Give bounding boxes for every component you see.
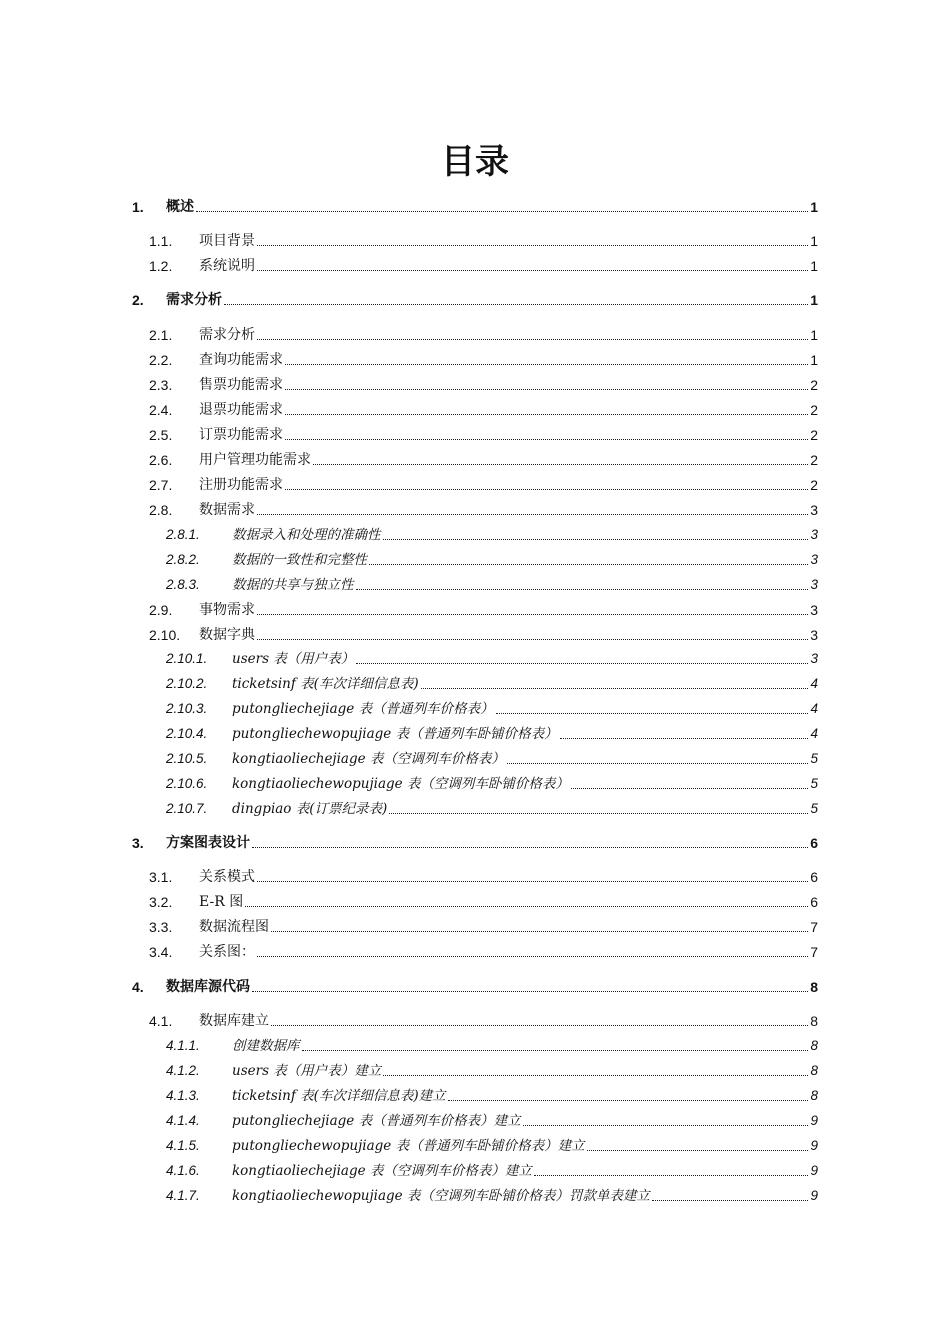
toc-entry[interactable] xyxy=(0,449,950,471)
toc-entry-title: 需求分析 xyxy=(166,292,222,308)
toc-entry[interactable] xyxy=(0,624,950,646)
toc-entry-title: ticketsinf 表(车次详细信息表)建立 xyxy=(232,1088,446,1104)
toc-entry-number: 4.1.4. xyxy=(166,1113,200,1128)
toc-dot-leader xyxy=(257,614,808,615)
toc-entry[interactable] xyxy=(0,324,950,346)
toc-entry[interactable] xyxy=(0,798,950,820)
toc-entry[interactable] xyxy=(0,1085,950,1107)
toc-entry[interactable] xyxy=(0,698,950,720)
toc-entry-title: 订票功能需求 xyxy=(199,427,283,443)
toc-dot-leader xyxy=(257,245,808,246)
toc-entry-number: 1.2. xyxy=(149,258,173,274)
toc-dot-leader xyxy=(271,931,808,932)
toc-dot-leader xyxy=(421,688,808,689)
toc-entry-number: 4.1.7. xyxy=(166,1188,200,1203)
toc-entry-page: 3 xyxy=(810,552,818,567)
toc-dot-leader xyxy=(285,364,808,365)
toc-dot-leader xyxy=(496,713,808,714)
toc-entry[interactable] xyxy=(0,748,950,770)
toc-entry-title: 概述 xyxy=(166,199,194,215)
toc-entry-page: 8 xyxy=(810,1038,818,1053)
toc-entry-page: 2 xyxy=(810,477,818,493)
toc-entry-page: 2 xyxy=(810,377,818,393)
toc-dot-leader xyxy=(448,1100,808,1101)
toc-entry-number: 4.1.5. xyxy=(166,1138,200,1153)
toc-dot-leader xyxy=(313,464,808,465)
toc-entry-number: 4. xyxy=(132,979,144,995)
toc-entry-number: 4.1.6. xyxy=(166,1163,200,1178)
toc-entry-number: 2.8.1. xyxy=(166,527,200,542)
toc-entry-number: 3.1. xyxy=(149,869,173,885)
toc-entry[interactable] xyxy=(0,941,950,963)
toc-entry-number: 2.10.2. xyxy=(166,676,208,691)
toc-entry-title: 数据的共享与独立性 xyxy=(232,577,354,593)
toc-entry-title: ticketsinf 表(车次详细信息表) xyxy=(232,676,419,692)
toc-entry-page: 1 xyxy=(810,327,818,343)
toc-entry-page: 5 xyxy=(810,751,818,766)
toc-dot-leader xyxy=(302,1050,808,1051)
toc-entry-title: 需求分析 xyxy=(199,327,255,343)
toc-entry-number: 4.1.1. xyxy=(166,1038,200,1053)
toc-entry-page: 8 xyxy=(810,979,818,995)
toc-entry[interactable] xyxy=(0,673,950,695)
toc-dot-leader xyxy=(652,1200,808,1201)
toc-entry-page: 9 xyxy=(810,1188,818,1203)
toc-entry-page: 1 xyxy=(810,292,818,308)
toc-entry-page: 9 xyxy=(810,1163,818,1178)
toc-entry[interactable] xyxy=(0,549,950,571)
toc-entry[interactable] xyxy=(0,574,950,596)
toc-dot-leader xyxy=(196,211,808,212)
toc-dot-leader xyxy=(571,788,808,789)
toc-entry[interactable] xyxy=(0,399,950,421)
toc-dot-leader xyxy=(245,906,808,907)
toc-dot-leader xyxy=(356,663,808,664)
toc-entry-page: 2 xyxy=(810,452,818,468)
toc-dot-leader xyxy=(285,414,808,415)
toc-entry[interactable] xyxy=(0,499,950,521)
toc-entry-number: 2.10.6. xyxy=(166,776,208,791)
toc-entry-number: 3.2. xyxy=(149,894,173,910)
toc-entry-title: putongliechejiage 表（普通列车价格表）建立 xyxy=(232,1113,521,1129)
toc-entry-page: 7 xyxy=(810,919,818,935)
toc-dot-leader xyxy=(257,339,808,340)
toc-entry-title: kongtiaoliechewopujiage 表（空调列车卧铺价格表）罚款单表建立 xyxy=(232,1188,650,1204)
toc-dot-leader xyxy=(257,270,808,271)
toc-dot-leader xyxy=(383,1075,808,1076)
toc-entry-title: 查询功能需求 xyxy=(199,352,283,368)
toc-entry-number: 2.9. xyxy=(149,602,173,618)
toc-entry-page: 1 xyxy=(810,352,818,368)
toc-entry-page: 4 xyxy=(810,676,818,691)
toc-entry-number: 2.10.3. xyxy=(166,701,208,716)
toc-entry-title: 关系图： xyxy=(199,944,255,960)
toc-entry-number: 2.8.3. xyxy=(166,577,200,592)
toc-entry-title: 数据库建立 xyxy=(199,1013,269,1029)
toc-entry-page: 8 xyxy=(810,1088,818,1103)
toc-entry-page: 6 xyxy=(810,835,818,851)
toc-entry-page: 9 xyxy=(810,1138,818,1153)
toc-entry-page: 2 xyxy=(810,427,818,443)
toc-entry-title: users 表（用户表）建立 xyxy=(232,1063,382,1079)
toc-entry-title: E-R 图 xyxy=(199,894,244,910)
toc-entry-page: 3 xyxy=(810,527,818,542)
toc-entry[interactable] xyxy=(0,255,950,277)
toc-entry-title: putongliechejiage 表（普通列车价格表） xyxy=(232,701,494,717)
toc-entry[interactable] xyxy=(0,196,950,218)
toc-entry-number: 3.4. xyxy=(149,944,173,960)
toc-entry-title: 数据需求 xyxy=(199,502,255,518)
toc-title: 目录 xyxy=(441,142,509,182)
toc-entry[interactable] xyxy=(0,289,950,311)
toc-entry-number: 2.10.1. xyxy=(166,651,208,666)
toc-entry-title: putongliechewopujiage 表（普通列车卧铺价格表）建立 xyxy=(232,1138,585,1154)
toc-entry-number: 4.1.3. xyxy=(166,1088,200,1103)
toc-entry-title: dingpiao 表(订票纪录表) xyxy=(232,801,388,817)
toc-entry-title: putongliechewopujiage 表（普通列车卧铺价格表） xyxy=(232,726,558,742)
toc-dot-leader xyxy=(257,514,808,515)
toc-entry-page: 1 xyxy=(810,258,818,274)
toc-dot-leader xyxy=(257,881,808,882)
toc-dot-leader xyxy=(285,489,808,490)
toc-dot-leader xyxy=(534,1175,808,1176)
toc-entry-page: 8 xyxy=(810,1013,818,1029)
toc-entry[interactable] xyxy=(0,773,950,795)
toc-dot-leader xyxy=(252,847,808,848)
toc-entry-page: 3 xyxy=(810,602,818,618)
toc-entry-number: 2. xyxy=(132,292,144,308)
toc-dot-leader xyxy=(252,991,808,992)
toc-dot-leader xyxy=(560,738,808,739)
toc-entry-title: 关系模式 xyxy=(199,869,255,885)
toc-entry[interactable] xyxy=(0,424,950,446)
toc-entry-title: 数据流程图 xyxy=(199,919,269,935)
toc-entry-title: 数据字典 xyxy=(199,627,255,643)
toc-entry-title: 项目背景 xyxy=(199,233,255,249)
toc-entry[interactable] xyxy=(0,524,950,546)
toc-entry-title: 注册功能需求 xyxy=(199,477,283,493)
toc-entry[interactable] xyxy=(0,832,950,854)
toc-entry-title: 数据库源代码 xyxy=(166,979,250,995)
toc-entry-number: 1.1. xyxy=(149,233,173,249)
toc-entry-number: 2.8.2. xyxy=(166,552,200,567)
toc-entry-number: 2.2. xyxy=(149,352,173,368)
toc-dot-leader xyxy=(356,589,808,590)
toc-entry-page: 2 xyxy=(810,402,818,418)
toc-entry[interactable] xyxy=(0,1035,950,1057)
toc-dot-leader xyxy=(271,1025,808,1026)
toc-entry-title: 数据录入和处理的准确性 xyxy=(232,527,381,543)
toc-entry[interactable] xyxy=(0,648,950,670)
toc-entry-title: 创建数据库 xyxy=(232,1038,300,1054)
toc-entry-number: 2.10. xyxy=(149,627,181,643)
toc-entry-number: 2.8. xyxy=(149,502,173,518)
toc-entry[interactable] xyxy=(0,374,950,396)
toc-entry[interactable] xyxy=(0,723,950,745)
toc-entry-number: 2.5. xyxy=(149,427,173,443)
toc-entry-page: 3 xyxy=(810,577,818,592)
toc-entry[interactable] xyxy=(0,976,950,998)
toc-entry-title: 事物需求 xyxy=(199,602,255,618)
toc-entry-number: 3. xyxy=(132,835,144,851)
toc-entry-number: 4.1. xyxy=(149,1013,173,1029)
toc-entry-title: users 表（用户表） xyxy=(232,651,355,667)
toc-dot-leader xyxy=(523,1125,808,1126)
toc-entry-number: 2.10.7. xyxy=(166,801,208,816)
toc-entry[interactable] xyxy=(0,1185,950,1207)
toc-dot-leader xyxy=(257,956,808,957)
toc-entry-number: 2.1. xyxy=(149,327,173,343)
toc-entry-page: 5 xyxy=(810,776,818,791)
toc-entry[interactable] xyxy=(0,1060,950,1082)
toc-entry[interactable] xyxy=(0,474,950,496)
toc-entry-page: 9 xyxy=(810,1113,818,1128)
toc-dot-leader xyxy=(507,763,808,764)
toc-entry[interactable] xyxy=(0,1135,950,1157)
toc-entry-number: 2.4. xyxy=(149,402,173,418)
toc-entry[interactable] xyxy=(0,916,950,938)
toc-dot-leader xyxy=(389,813,808,814)
toc-entry-number: 2.7. xyxy=(149,477,173,493)
toc-dot-leader xyxy=(383,539,808,540)
toc-entry-page: 8 xyxy=(810,1063,818,1078)
toc-entry-page: 3 xyxy=(810,651,818,666)
toc-entry-page: 3 xyxy=(810,627,818,643)
toc-dot-leader xyxy=(257,639,808,640)
toc-dot-leader xyxy=(369,564,808,565)
toc-entry[interactable] xyxy=(0,1160,950,1182)
toc-entry-title: 数据的一致性和完整性 xyxy=(232,552,367,568)
toc-entry-page: 1 xyxy=(810,233,818,249)
toc-entry[interactable] xyxy=(0,866,950,888)
toc-entry-title: kongtiaoliechejiage 表（空调列车价格表）建立 xyxy=(232,1163,532,1179)
toc-entry-title: 退票功能需求 xyxy=(199,402,283,418)
toc-entry[interactable] xyxy=(0,349,950,371)
toc-entry[interactable] xyxy=(0,230,950,252)
toc-entry-number: 3.3. xyxy=(149,919,173,935)
toc-entry-page: 4 xyxy=(810,701,818,716)
toc-entry-page: 6 xyxy=(810,869,818,885)
toc-entry-page: 1 xyxy=(810,199,818,215)
toc-entry-number: 2.10.4. xyxy=(166,726,208,741)
toc-entry[interactable] xyxy=(0,599,950,621)
toc-entry-page: 6 xyxy=(810,894,818,910)
toc-entry[interactable] xyxy=(0,1010,950,1032)
toc-entry-title: 方案图表设计 xyxy=(166,835,250,851)
toc-entry-title: kongtiaoliechewopujiage 表（空调列车卧铺价格表） xyxy=(232,776,569,792)
toc-entry-page: 7 xyxy=(810,944,818,960)
toc-dot-leader xyxy=(285,389,808,390)
toc-entry-title: 售票功能需求 xyxy=(199,377,283,393)
toc-entry-number: 4.1.2. xyxy=(166,1063,200,1078)
toc-entry-number: 2.3. xyxy=(149,377,173,393)
toc-entry-number: 2.10.5. xyxy=(166,751,208,766)
toc-dot-leader xyxy=(587,1150,808,1151)
toc-dot-leader xyxy=(285,439,808,440)
toc-entry-title: kongtiaoliechejiage 表（空调列车价格表） xyxy=(232,751,505,767)
toc-entry-number: 1. xyxy=(132,199,144,215)
toc-dot-leader xyxy=(224,304,808,305)
toc-entry-page: 3 xyxy=(810,502,818,518)
toc-entry[interactable] xyxy=(0,1110,950,1132)
toc-entry-number: 2.6. xyxy=(149,452,173,468)
toc-entry-title: 系统说明 xyxy=(199,258,255,274)
toc-entry[interactable] xyxy=(0,891,950,913)
toc-entry-page: 4 xyxy=(810,726,818,741)
toc-entry-page: 5 xyxy=(810,801,818,816)
toc-entry-title: 用户管理功能需求 xyxy=(199,452,311,468)
